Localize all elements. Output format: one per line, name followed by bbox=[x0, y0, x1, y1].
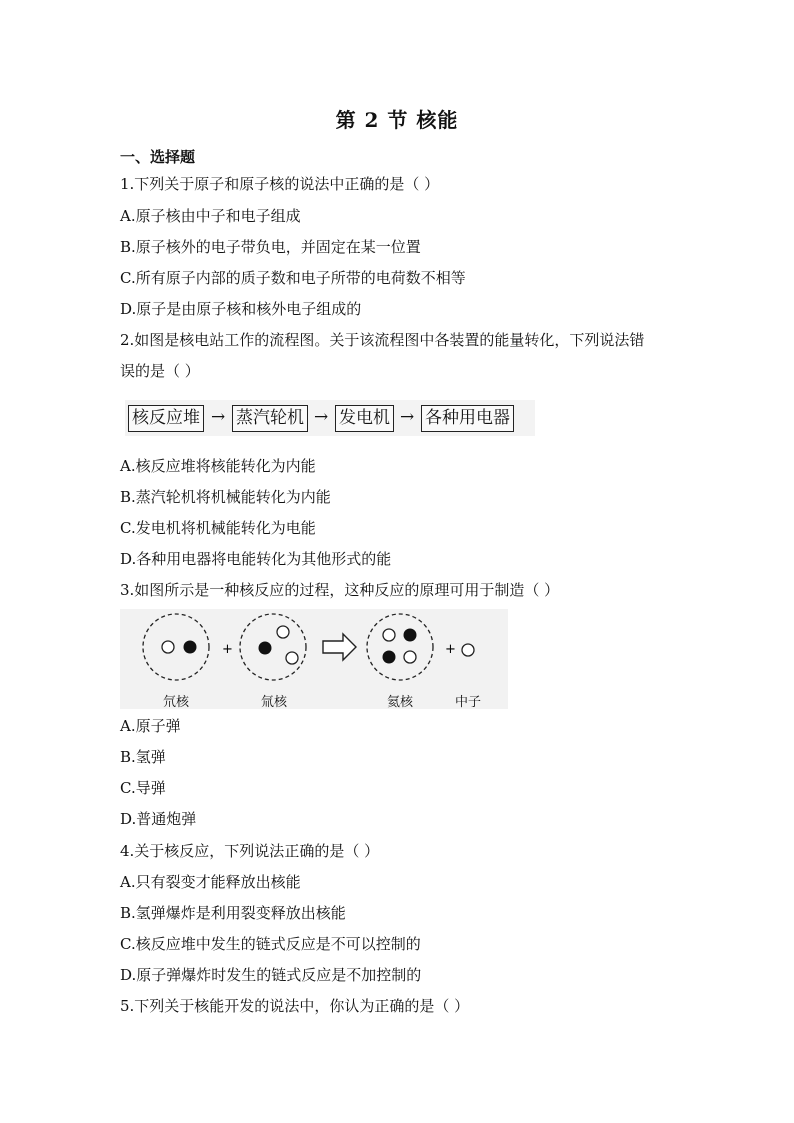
nuclear-plant-flowchart bbox=[125, 400, 535, 436]
question-1-stem: 1.下列关于原子和原子核的说法中正确的是（ ） bbox=[120, 175, 440, 193]
deuterium-nucleus-outline bbox=[143, 614, 209, 680]
question-4-option-b: B.氢弹爆炸是利用裂变释放出核能 bbox=[120, 904, 346, 922]
question-2-option-c: C.发电机将机械能转化为电能 bbox=[120, 519, 316, 537]
proton-particle bbox=[259, 642, 272, 655]
label-helium: 氦核 bbox=[387, 695, 414, 710]
tritium-nucleus-outline bbox=[240, 614, 306, 680]
proton-particle bbox=[404, 629, 417, 642]
question-2-stem-line-1: 2.如图是核电站工作的流程图。关于该流程图中各装置的能量转化，下列说法错 bbox=[120, 331, 645, 349]
proton-particle bbox=[184, 641, 197, 654]
question-1-option-a: A.原子核由中子和电子组成 bbox=[120, 207, 301, 225]
question-2-option-d: D.各种用电器将电能转化为其他形式的能 bbox=[120, 550, 392, 568]
neutron-particle bbox=[286, 652, 298, 664]
flow-box-appliances: 各种用电器 bbox=[421, 405, 514, 432]
flow-arrow-icon: → bbox=[211, 407, 226, 427]
question-4-option-a: A.只有裂变才能释放出核能 bbox=[120, 873, 301, 891]
question-1-option-c: C.所有原子内部的质子数和电子所带的电荷数不相等 bbox=[120, 269, 466, 287]
question-1-option-b: B.原子核外的电子带负电，并固定在某一位置 bbox=[120, 238, 421, 256]
question-4-option-d: D.原子弹爆炸时发生的链式反应是不加控制的 bbox=[120, 966, 422, 984]
question-2-option-b: B.蒸汽轮机将机械能转化为内能 bbox=[120, 488, 331, 506]
proton-particle bbox=[383, 651, 396, 664]
flow-arrow-icon: → bbox=[400, 407, 415, 427]
fusion-reaction-figure bbox=[120, 609, 508, 709]
flow-box-reactor: 核反应堆 bbox=[128, 405, 204, 432]
plus-sign: + bbox=[445, 642, 456, 657]
section-heading: 一、选择题 bbox=[120, 148, 196, 166]
free-neutron-particle bbox=[462, 644, 474, 656]
question-1-option-d: D.原子是由原子核和核外电子组成的 bbox=[120, 300, 362, 318]
reaction-arrow-icon bbox=[323, 634, 356, 660]
question-3-option-d: D.普通炮弹 bbox=[120, 810, 197, 828]
question-4-option-c: C.核反应堆中发生的链式反应是不可以控制的 bbox=[120, 935, 421, 953]
fusion-diagram bbox=[120, 609, 508, 689]
label-neutron: 中子 bbox=[455, 695, 482, 710]
question-3-option-b: B.氢弹 bbox=[120, 748, 166, 766]
flow-box-generator: 发电机 bbox=[335, 405, 394, 432]
question-2-option-a: A.核反应堆将核能转化为内能 bbox=[120, 457, 316, 475]
neutron-particle bbox=[277, 626, 289, 638]
neutron-particle bbox=[383, 629, 395, 641]
question-3-stem: 3.如图所示是一种核反应的过程，这种反应的原理可用于制造（ ） bbox=[120, 581, 560, 599]
flow-arrow-icon: → bbox=[314, 407, 329, 427]
plus-sign: + bbox=[222, 642, 233, 657]
flow-box-turbine: 蒸汽轮机 bbox=[232, 405, 308, 432]
question-4-stem: 4.关于核反应，下列说法正确的是（ ） bbox=[120, 842, 380, 860]
label-deuterium: 氘核 bbox=[163, 695, 190, 710]
helium-nucleus-outline bbox=[367, 614, 433, 680]
question-2-stem-line-2: 误的是（ ） bbox=[120, 362, 200, 380]
page-title: 第 2 节 核能 bbox=[335, 108, 459, 132]
label-tritium: 氚核 bbox=[261, 695, 288, 710]
question-3-option-a: A.原子弹 bbox=[120, 717, 181, 735]
question-5-stem: 5.下列关于核能开发的说法中，你认为正确的是（ ） bbox=[120, 997, 470, 1015]
neutron-particle bbox=[404, 651, 416, 663]
question-3-option-c: C.导弹 bbox=[120, 779, 166, 797]
neutron-particle bbox=[162, 641, 174, 653]
